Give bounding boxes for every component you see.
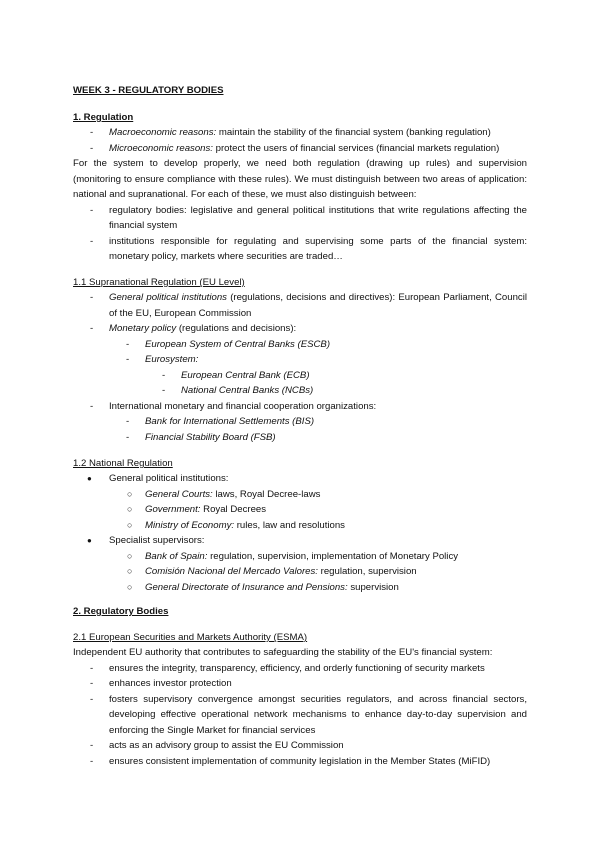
list-item: ○ Government: Royal Decrees bbox=[73, 502, 527, 518]
list-item: ● General political institutions: bbox=[73, 471, 527, 487]
list-item: ○ Ministry of Economy: rules, law and resolutions bbox=[73, 518, 527, 534]
list-item: - Macroeconomic reasons: maintain the stability of the financial system (banking regulation) bbox=[73, 125, 527, 141]
section-heading-supranational: 1.1 Supranational Regulation (EU Level) bbox=[73, 277, 245, 288]
list-item: - acts as an advisory group to assist the EU Commission bbox=[73, 738, 527, 754]
list-item: - Microeconomic reasons: protect the users of financial services (financial markets regulation) bbox=[73, 141, 527, 157]
list-item: - ensures the integrity, transparency, efficiency, and orderly functioning of security markets bbox=[73, 661, 527, 677]
esma-content bbox=[73, 645, 527, 769]
regulation-paragraph: For the system to develop properly, we need both regulation (drawing up rules) and supervision (monitoring to ensure compliance with these rules). We must distinguish between two areas of application: national and supranational. For each of these, we must also distinguish between: bbox=[73, 158, 527, 200]
document-title: WEEK 3 - REGULATORY BODIES bbox=[73, 85, 224, 96]
national-list bbox=[73, 471, 527, 595]
list-item: - European System of Central Banks (ESCB) bbox=[73, 337, 527, 353]
list-item: - Monetary policy (regulations and decisions): bbox=[73, 321, 527, 337]
list-item: ○ Bank of Spain: regulation, supervision, implementation of Monetary Policy bbox=[73, 549, 527, 565]
list-item: - ensures consistent implementation of community legislation in the Member States (MiFID) bbox=[73, 754, 527, 770]
list-item: ○ Comisión Nacional del Mercado Valores: regulation, supervision bbox=[73, 564, 527, 580]
list-item: - fosters supervisory convergence amongst securities regulators, and across financial sectors, developing effective operational network mechanisms to enhance day-to-day supervision and enforcing the Single Market for financial services bbox=[73, 692, 527, 739]
list-item: - Financial Stability Board (FSB) bbox=[73, 430, 527, 446]
esma-intro: Independent EU authority that contributes to safeguarding the stability of the EU's financial system: bbox=[73, 647, 493, 658]
list-item: - National Central Banks (NCBs) bbox=[73, 383, 527, 399]
list-item: - General political institutions (regulations, decisions and directives): European Parliament, Council of the EU, European Commission bbox=[73, 290, 527, 321]
list-item: - regulatory bodies: legislative and general political institutions that write regulations affecting the financial system bbox=[73, 203, 527, 234]
supranational-list bbox=[73, 290, 527, 445]
list-item: - enhances investor protection bbox=[73, 676, 527, 692]
section-heading-regulatory-bodies: 2. Regulatory Bodies bbox=[73, 606, 169, 617]
regulation-reasons-list bbox=[73, 125, 527, 265]
list-item: - Bank for International Settlements (BIS) bbox=[73, 414, 527, 430]
list-item: - institutions responsible for regulating and supervising some parts of the financial system: monetary policy, markets where securities are traded… bbox=[73, 234, 527, 265]
list-item: - European Central Bank (ECB) bbox=[73, 368, 527, 384]
section-heading-regulation: 1. Regulation bbox=[73, 112, 134, 123]
section-heading-esma: 2.1 European Securities and Markets Authority (ESMA) bbox=[73, 632, 308, 643]
list-item: ● Specialist supervisors: bbox=[73, 533, 527, 549]
list-item: ○ General Courts: laws, Royal Decree-laws bbox=[73, 487, 527, 503]
list-item: - Eurosystem: bbox=[73, 352, 527, 368]
section-heading-national: 1.2 National Regulation bbox=[73, 458, 173, 469]
list-item: ○ General Directorate of Insurance and Pensions: supervision bbox=[73, 580, 527, 596]
list-item: - International monetary and financial cooperation organizations: bbox=[73, 399, 527, 415]
